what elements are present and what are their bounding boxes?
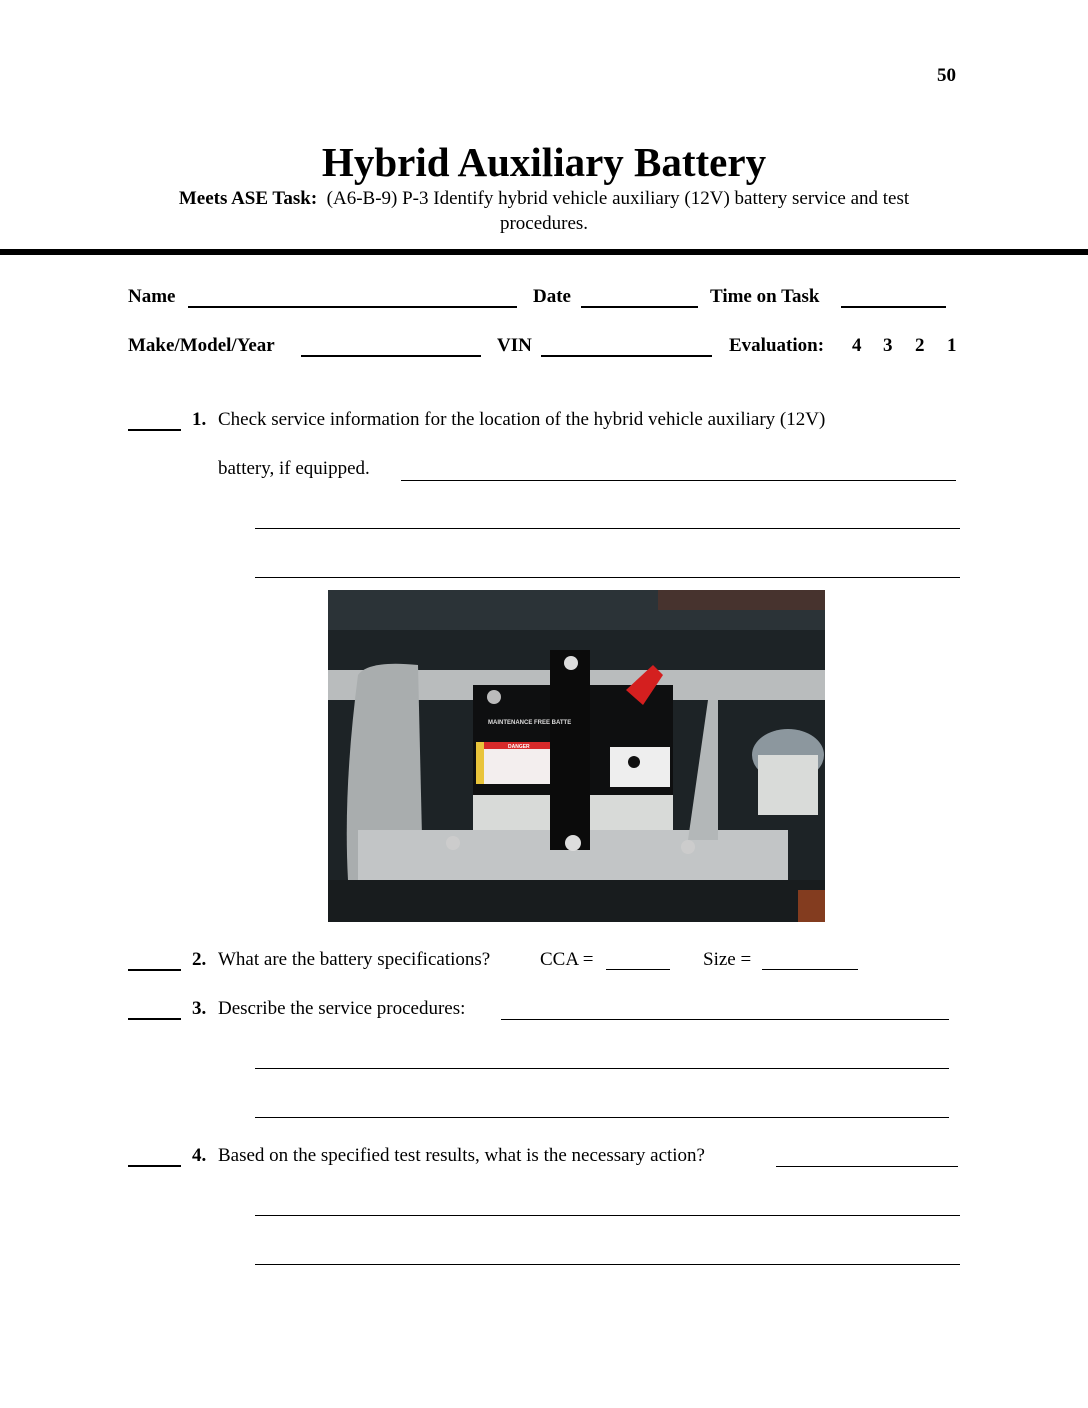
evaluation-score-1[interactable]: 1 (947, 335, 957, 356)
time-on-task-field[interactable] (841, 306, 946, 308)
photo-battery-label: MAINTENANCE FREE BATTE (488, 720, 572, 726)
task-text: (A6-B-9) P-3 Identify hybrid vehicle auxiliary (12V) battery service and test (326, 188, 910, 209)
q2-text: What are the battery specifications? (218, 949, 491, 970)
size-label: Size = (703, 949, 752, 970)
q1-number: 1. (192, 409, 207, 430)
vin-field[interactable] (541, 355, 712, 357)
q2-check-blank[interactable] (128, 969, 181, 971)
evaluation-score-3[interactable]: 3 (883, 335, 893, 356)
q3-answer-line[interactable] (255, 1068, 949, 1069)
cca-label: CCA = (540, 949, 594, 970)
q3-number: 3. (192, 998, 207, 1019)
size-field[interactable] (762, 969, 858, 970)
q3-answer-line[interactable] (501, 1019, 949, 1020)
q3-check-blank[interactable] (128, 1018, 181, 1020)
time-on-task-label: Time on Task (710, 286, 820, 307)
q3-answer-line[interactable] (255, 1117, 949, 1118)
q4-answer-line[interactable] (255, 1215, 960, 1216)
q1-text-continued: battery, if equipped. (218, 458, 370, 479)
name-label: Name (128, 286, 176, 307)
q2-number: 2. (192, 949, 207, 970)
q1-text: Check service information for the location of the hybrid vehicle auxiliary (12V) (218, 409, 826, 430)
q4-check-blank[interactable] (128, 1165, 181, 1167)
page-title: Hybrid Auxiliary Battery (321, 139, 767, 185)
q1-answer-line[interactable] (255, 528, 960, 529)
battery-photo (328, 590, 825, 922)
photo-warning-label: DANGER (508, 744, 530, 750)
q1-answer-line[interactable] (255, 577, 960, 578)
evaluation-score-4[interactable]: 4 (852, 335, 862, 356)
q4-answer-line[interactable] (255, 1264, 960, 1265)
q1-answer-line[interactable] (401, 480, 956, 481)
evaluation-label: Evaluation: (729, 335, 825, 356)
date-label: Date (533, 286, 571, 307)
evaluation-score-2[interactable]: 2 (915, 335, 925, 356)
q4-answer-line[interactable] (776, 1166, 958, 1167)
date-field[interactable] (581, 306, 698, 308)
q3-text: Describe the service procedures: (218, 998, 466, 1019)
q4-number: 4. (192, 1145, 207, 1166)
name-field[interactable] (188, 306, 517, 308)
q4-text: Based on the specified test results, what is the necessary action? (218, 1145, 705, 1166)
vin-label: VIN (497, 335, 532, 356)
page-number: 50 (937, 65, 956, 86)
task-label: Meets ASE Task: (178, 188, 318, 209)
cca-field[interactable] (606, 969, 670, 970)
header-divider (0, 249, 1088, 255)
task-line-2: procedures. (499, 213, 589, 234)
make-model-year-label: Make/Model/Year (128, 335, 275, 356)
q1-check-blank[interactable] (128, 429, 181, 431)
make-model-year-field[interactable] (301, 355, 481, 357)
task-line-1 (0, 188, 1088, 210)
